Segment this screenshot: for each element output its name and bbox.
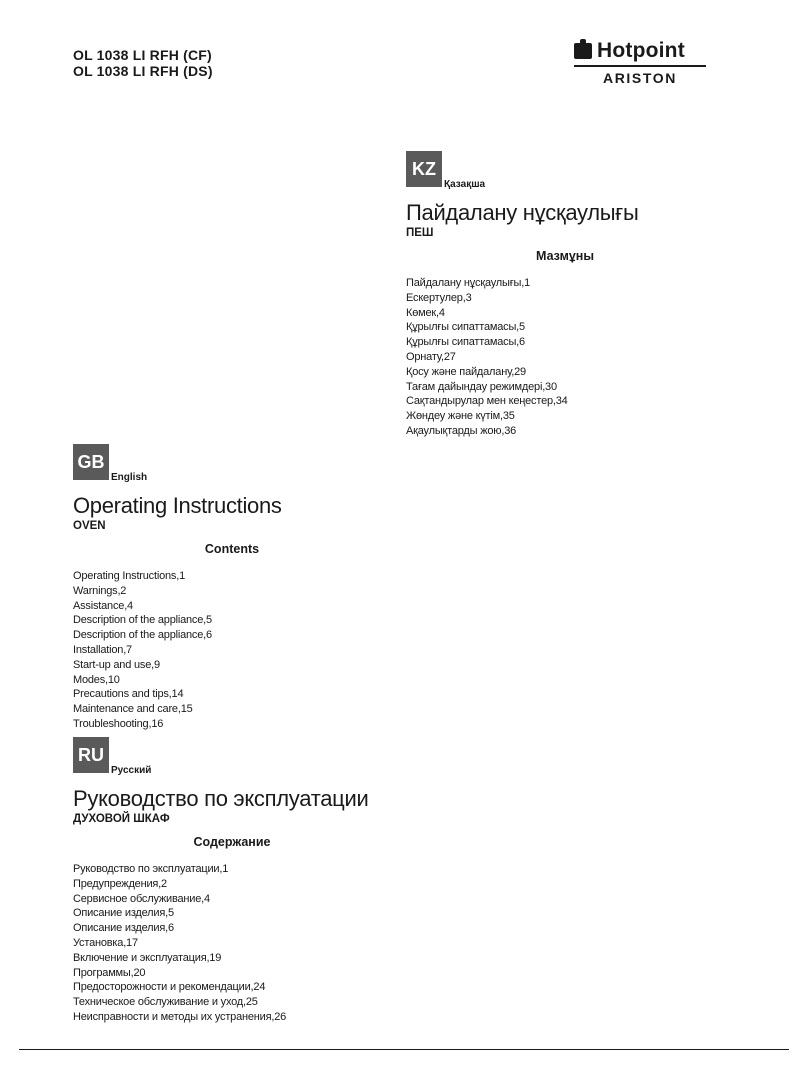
toc-kz [406,276,736,439]
toc-item[interactable]: Көмек,4 [406,306,445,319]
language-name-ru: Русский [111,765,152,776]
language-badge-gb: GB [73,444,109,480]
toc-item[interactable]: Maintenance and care,15 [73,703,193,716]
toc-item[interactable]: Precautions and tips,14 [73,688,184,701]
toc-item[interactable]: Сақтандырулар мен кеңестер,34 [406,395,568,408]
section-subtitle-kz: ПЕШ [406,227,434,239]
toc-item[interactable]: Описание изделия,6 [73,922,174,935]
language-name-kz: Қазақша [444,179,486,190]
toc-item[interactable]: Operating Instructions,1 [73,570,185,582]
toc-item[interactable]: Включение и эксплуатация,19 [73,951,222,964]
toc-item[interactable]: Неисправности и методы их устранения,26 [73,1010,287,1023]
toc-item[interactable]: Техническое обслуживание и уход,25 [73,996,258,1009]
toc-item[interactable]: Предупреждения,2 [73,877,167,890]
section-ru [73,733,403,1025]
footer-divider [19,1049,789,1050]
toc-item[interactable]: Warnings,2 [73,584,127,597]
model-number-ds: OL 1038 LI RFH (DS) [73,63,213,79]
contents-heading-gb: Contents [204,542,260,556]
language-badge-ru: RU [73,737,109,773]
toc-item[interactable]: Assistance,4 [73,599,133,612]
toc-gb [73,569,403,732]
toc-item[interactable]: Start-up and use,9 [73,658,160,671]
model-numbers [73,47,213,79]
brand-main: Hotpoint [597,39,685,62]
toc-item[interactable]: Установка,17 [73,936,138,949]
toc-item[interactable]: Сервисное обслуживание,4 [73,892,210,905]
toc-item[interactable]: Орнату,27 [406,350,456,363]
brand-sub: ARISTON [603,70,677,86]
toc-item[interactable]: Предосторожности и рекомендации,24 [73,981,266,994]
toc-item[interactable]: Руководство по эксплуатации,1 [73,863,229,875]
toc-item[interactable]: Troubleshooting,16 [73,717,164,730]
section-title-kz: Пайдалану нұсқаулығы [406,200,639,225]
toc-item[interactable]: Программы,20 [73,966,146,979]
section-gb [73,440,403,732]
hotpoint-logo-icon [574,43,592,59]
language-badge-kz: KZ [406,151,442,187]
section-subtitle-gb: OVEN [73,520,106,532]
brand-logo [574,40,706,86]
section-title-ru: Руководство по эксплуатации [73,786,369,811]
toc-item[interactable]: Пайдалану нұсқаулығы,1 [406,277,531,289]
section-kz [406,147,736,439]
toc-item[interactable]: Modes,10 [73,673,120,686]
toc-item[interactable]: Description of the appliance,5 [73,614,212,627]
toc-item[interactable]: Жөндеу және күтім,35 [406,410,515,423]
toc-ru [73,862,403,1025]
contents-heading-kz: Мазмұны [536,249,594,263]
toc-item[interactable]: Қосу және пайдалану,29 [406,365,526,378]
toc-item[interactable]: Installation,7 [73,643,132,656]
model-number-cf: OL 1038 LI RFH (CF) [73,47,212,63]
logo-divider [574,65,706,67]
toc-item[interactable]: Description of the appliance,6 [73,629,212,642]
language-name-gb: English [111,472,148,483]
section-title-gb: Operating Instructions [73,493,282,518]
toc-item[interactable]: Описание изделия,5 [73,907,174,920]
contents-heading-ru: Содержание [193,835,271,849]
toc-item[interactable]: Құрылғы сипаттамасы,5 [406,321,525,334]
toc-item[interactable]: Ескертулер,3 [406,291,472,304]
toc-item[interactable]: Ақаулықтарды жою,36 [406,424,517,437]
toc-item[interactable]: Тағам дайындау режимдері,30 [406,380,557,393]
toc-item[interactable]: Құрылғы сипаттамасы,6 [406,336,525,349]
section-subtitle-ru: ДУХОВОЙ ШКАФ [73,813,170,825]
